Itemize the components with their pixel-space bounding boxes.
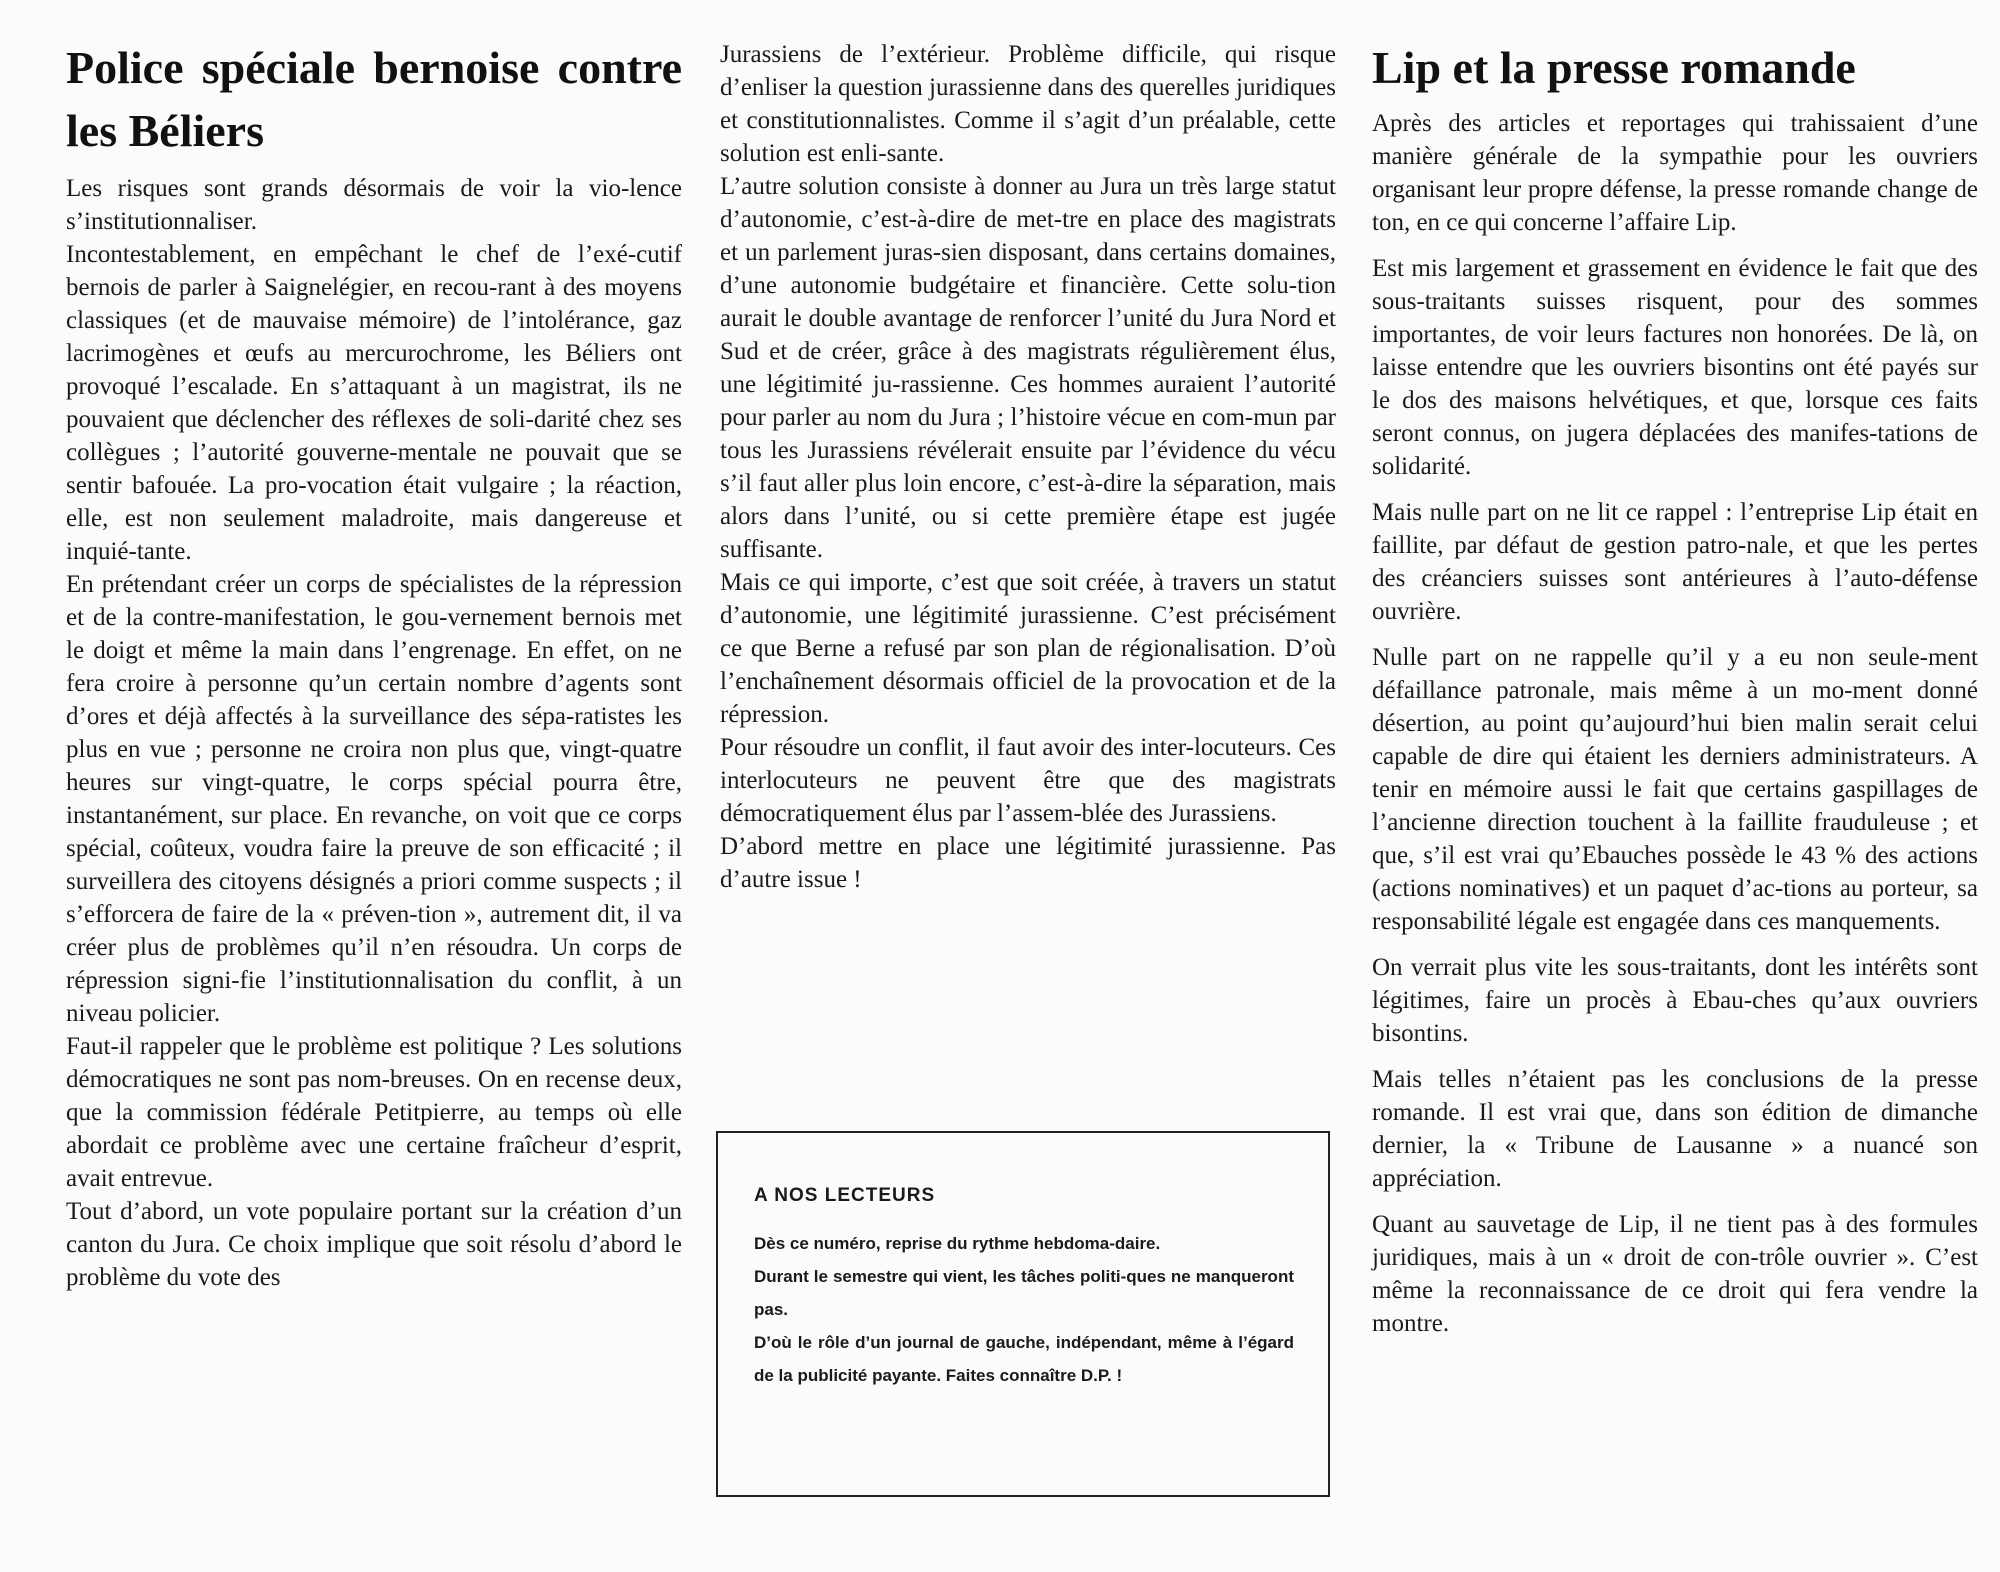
article-paragraph: Mais ce qui importe, c’est que soit créée, à travers un statut d’autonomie, une légitimité jurassienne. C’est précisément ce que Berne a refusé par son plan de régionalisation. D’où l’enchaînement désormais officiel de la provocation et de la répression. [720, 569, 1336, 728]
article-title-lip: Lip et la presse romande [1372, 42, 1856, 93]
article-paragraph: Est mis largement et grassement en évidence le fait que des sous-traitants suisses risquent, pour des sommes importantes, de voir leurs factures non honorées. De là, on laisse entendre que les ouvriers bisontins ont été payés sur le dos des maisons helvétiques, et que, lorsque ces faits seront connus, on jugera déplacées des manifes-tations de solidarité. [1372, 255, 1978, 480]
right-column-article [1372, 36, 1978, 1353]
middle-column-article [720, 38, 1336, 896]
left-column-article [66, 36, 682, 1294]
article-paragraph: Mais nulle part on ne lit ce rappel : l’entreprise Lip était en faillite, par défaut de gestion patro-nale, et que les pertes des créanciers suisses sont antérieures à l’auto-défense ouvrière. [1372, 499, 1978, 625]
notice-box-readers [716, 1131, 1330, 1497]
article-paragraph: On verrait plus vite les sous-traitants, dont les intérêts sont légitimes, faire un procès à Ebau-ches qu’aux ouvriers bisontins. [1372, 954, 1978, 1047]
article-paragraph: Les risques sont grands désormais de voir la vio-lence s’institutionnaliser. [66, 175, 682, 235]
article-paragraph: Pour résoudre un conflit, il faut avoir des inter-locuteurs. Ces interlocuteurs ne peuvent être que des magistrats démocratiquement élus par l’assem-blée des Jurassiens. [720, 734, 1336, 827]
article-paragraph: En prétendant créer un corps de spécialistes de la répression et de la contre-manifestation, le gou-vernement bernois met le doigt et même la main dans l’engrenage. En effet, on ne fera croire à personne qu’un certain nombre d’agents sont d’ores et déjà affectés à la surveillance des sépa-ratistes les plus en vue ; personne ne croira non plus que, vingt-quatre heures sur vingt-quatre, le corps spécial pourra être, instantanément, sur place. En revanche, on voit que ce corps spécial, coûteux, voudra faire la preuve de son efficacité ; il surveillera des citoyens désignés a priori comme suspects ; il s’efforcera de faire de la « préven-tion », autrement dit, il va créer plus de problèmes qu’il n’en résoudra. Un corps de répression signi-fie l’institutionnalisation du conflit, à un niveau policier. [66, 571, 682, 1027]
article-paragraph: Faut-il rappeler que le problème est politique ? Les solutions démocratiques ne sont pas nom-breuses. On en recense deux, que la commission fédérale Petitpierre, au temps où elle abordait ce problème avec une certaine fraîcheur d’esprit, avait entrevue. [66, 1033, 682, 1192]
notice-line: D’où le rôle d’un journal de gauche, indépendant, même à l’égard de la publicité payante. Faites connaître D.P. ! [754, 1333, 1294, 1385]
notice-heading: A NOS LECTEURS [754, 1185, 936, 1206]
article-paragraph: L’autre solution consiste à donner au Jura un très large statut d’autonomie, c’est-à-dire de met-tre en place des magistrats et un parlement juras-sien disposant, dans certains domaines, d’une autonomie budgétaire et financière. Cette solu-tion aurait le double avantage de renforcer l’unité du Jura Nord et Sud et de créer, grâce à des magistrats régulièrement élus, une légitimité ju-rassienne. Ces hommes auraient l’autorité pour parler au nom du Jura ; l’histoire vécue en com-mun par tous les Jurassiens révélerait ensuite par l’évidence du vécu s’il faut aller plus loin encore, c’est-à-dire la séparation, mais alors dans l’unité, ou si cette première étape est jugée suffisante. [720, 173, 1336, 563]
article-paragraph: Tout d’abord, un vote populaire portant sur la création d’un canton du Jura. Ce choix implique que soit résolu d’abord le problème du vote des [66, 1198, 682, 1291]
article-paragraph: Jurassiens de l’extérieur. Problème difficile, qui risque d’enliser la question jurassienne dans des querelles juridiques et constitutionnalistes. Comme il s’agit d’un préalable, cette solution est enli-sante. [720, 41, 1336, 167]
article-paragraph: Mais telles n’étaient pas les conclusions de la presse romande. Il est vrai que, dans son édition de dimanche dernier, la « Tribune de Lausanne » a nuancé son appréciation. [1372, 1066, 1978, 1192]
article-paragraph: Quant au sauvetage de Lip, il ne tient pas à des formules juridiques, mais à un « droit de con-trôle ouvrier ». C’est même la reconnaissance de ce droit qui fera vendre la montre. [1372, 1211, 1978, 1337]
notice-line: Durant le semestre qui vient, les tâches politi-ques ne manqueront pas. [754, 1267, 1294, 1319]
notice-line: Dès ce numéro, reprise du rythme hebdoma-daire. [754, 1234, 1161, 1253]
article-paragraph: Nulle part on ne rappelle qu’il y a eu non seule-ment défaillance patronale, mais même à un mo-ment donné désertion, au point qu’aujourd’hui bien malin serait celui capable de dire qui étaient les derniers administrateurs. A tenir en mémoire aussi le fait que certains gaspillages de l’ancienne direction touchent à la faillite frauduleuse ; et que, s’il est vrai qu’Ebauches possède le 43 % des actions (actions nominatives) et un paquet d’ac-tions au porteur, sa responsabilité légale est engagée dans ces manquements. [1372, 644, 1978, 935]
article-paragraph: Après des articles et reportages qui trahissaient d’une manière générale de la sympathie pour les ouvriers organisant leur propre défense, la presse romande change de ton, en ce qui concerne l’affaire Lip. [1372, 110, 1978, 236]
article-title-police: Police spéciale bernoise contre les Béliers [66, 42, 682, 156]
article-paragraph: Incontestablement, en empêchant le chef de l’exé-cutif bernois de parler à Saignelégier, en recou-rant à des moyens classiques (et de mauvaise mémoire) de l’intolérance, gaz lacrimogènes et œufs au mercurochrome, les Béliers ont provoqué l’escalade. En s’attaquant à un magistrat, ils ne pouvaient que déclencher des réflexes de soli-darité chez ses collègues ; l’autorité gouverne-mentale ne pouvait que se sentir bafouée. La pro-vocation était vulgaire ; la réaction, elle, est non seulement maladroite, mais dangereuse et inquié-tante. [66, 241, 682, 565]
article-paragraph: D’abord mettre en place une légitimité jurassienne. Pas d’autre issue ! [720, 833, 1336, 893]
